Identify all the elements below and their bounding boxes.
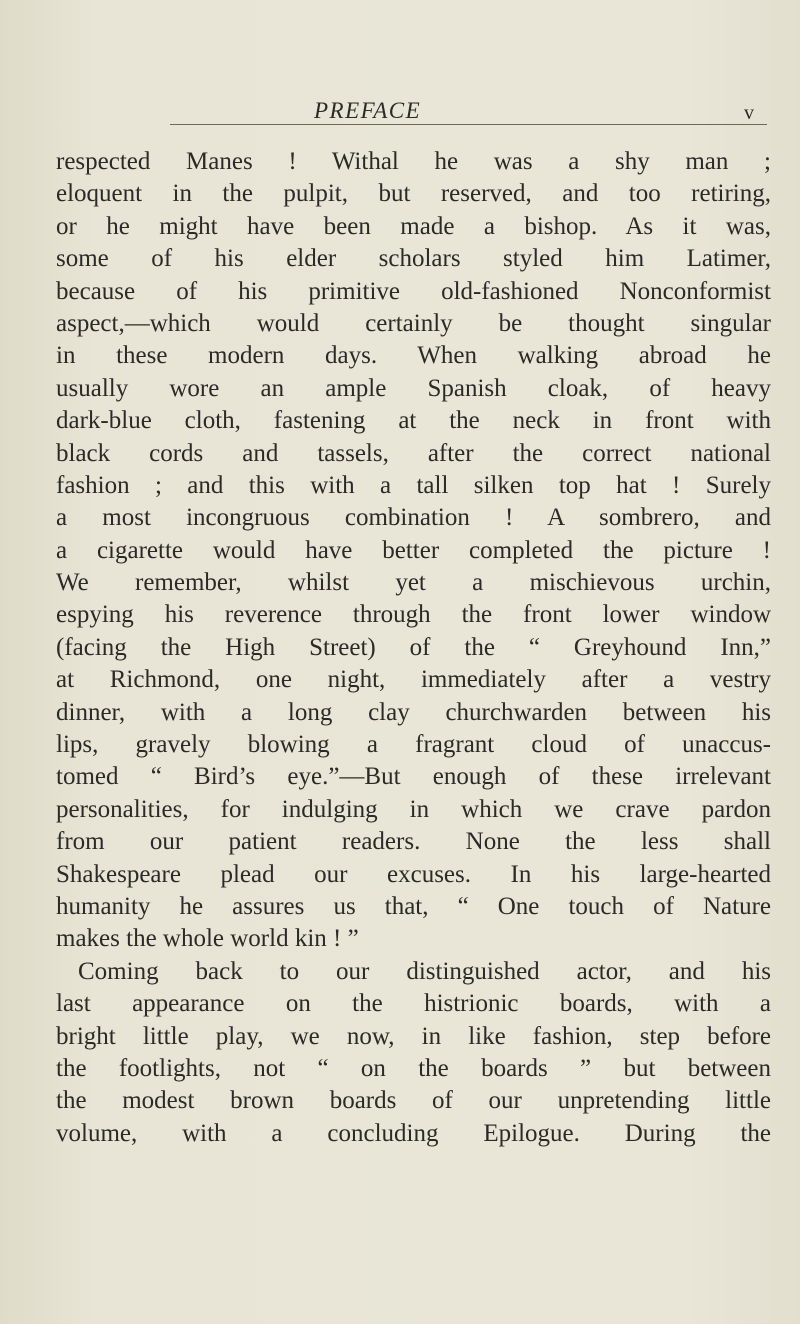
text-line: in these modern days. When walking abroad he xyxy=(56,342,771,370)
paragraph-end-line: makes the whole world kin ! ” xyxy=(56,925,359,953)
text-line: a most incongruous combination ! A sombrero, and xyxy=(56,504,771,532)
paragraph-start-line: Coming back to our distinguished actor, and his xyxy=(78,957,771,985)
text-line: black cords and tassels, after the correct national xyxy=(56,439,771,467)
text-line: dark-blue cloth, fastening at the neck in front with xyxy=(56,407,771,435)
body-text xyxy=(56,146,771,1150)
text-line: bright little play, we now, in like fashion, step before xyxy=(56,1022,771,1050)
page-number: v xyxy=(744,102,754,124)
text-line: espying his reverence through the front lower window xyxy=(56,601,771,629)
text-line: tomed “ Bird’s eye.”—But enough of these irrelevant xyxy=(56,763,771,791)
text-line: eloquent in the pulpit, but reserved, and too retiring, xyxy=(56,180,771,208)
text-line: We remember, whilst yet a mischievous urchin, xyxy=(56,569,771,597)
text-line: volume, with a concluding Epilogue. During the xyxy=(56,1119,771,1147)
text-line: respected Manes ! Withal he was a shy man ; xyxy=(56,148,771,175)
text-line: dinner, with a long clay churchwarden between his xyxy=(56,698,771,726)
text-line: or he might have been made a bishop. As it was, xyxy=(56,212,771,240)
text-line: (facing the High Street) of the “ Greyhound Inn,” xyxy=(56,633,771,661)
text-line: from our patient readers. None the less shall xyxy=(56,828,771,856)
text-line: aspect,—which would certainly be thought singular xyxy=(56,309,771,337)
text-line: at Richmond, one night, immediately after a vestry xyxy=(56,666,771,694)
running-head xyxy=(170,96,770,126)
text-line: usually wore an ample Spanish cloak, of heavy xyxy=(56,374,771,402)
running-title: PREFACE xyxy=(314,98,422,123)
text-line: because of his primitive old-fashioned Nonconformist xyxy=(56,277,771,305)
text-line: last appearance on the histrionic boards, with a xyxy=(56,990,771,1018)
text-line: personalities, for indulging in which we crave pardon xyxy=(56,795,771,823)
text-line: humanity he assures us that, “ One touch of Nature xyxy=(56,892,771,920)
text-line: a cigarette would have better completed the picture ! xyxy=(56,536,771,564)
text-line: Shakespeare plead our excuses. In his large-hearted xyxy=(56,860,771,888)
text-line: the modest brown boards of our unpretending little xyxy=(56,1087,771,1115)
text-line: fashion ; and this with a tall silken top hat ! Surely xyxy=(56,471,771,499)
header-rule xyxy=(170,124,767,125)
text-line: lips, gravely blowing a fragrant cloud of unaccus- xyxy=(56,731,771,759)
text-line: some of his elder scholars styled him Latimer, xyxy=(56,245,771,273)
text-line: the footlights, not “ on the boards ” but between xyxy=(56,1054,771,1082)
